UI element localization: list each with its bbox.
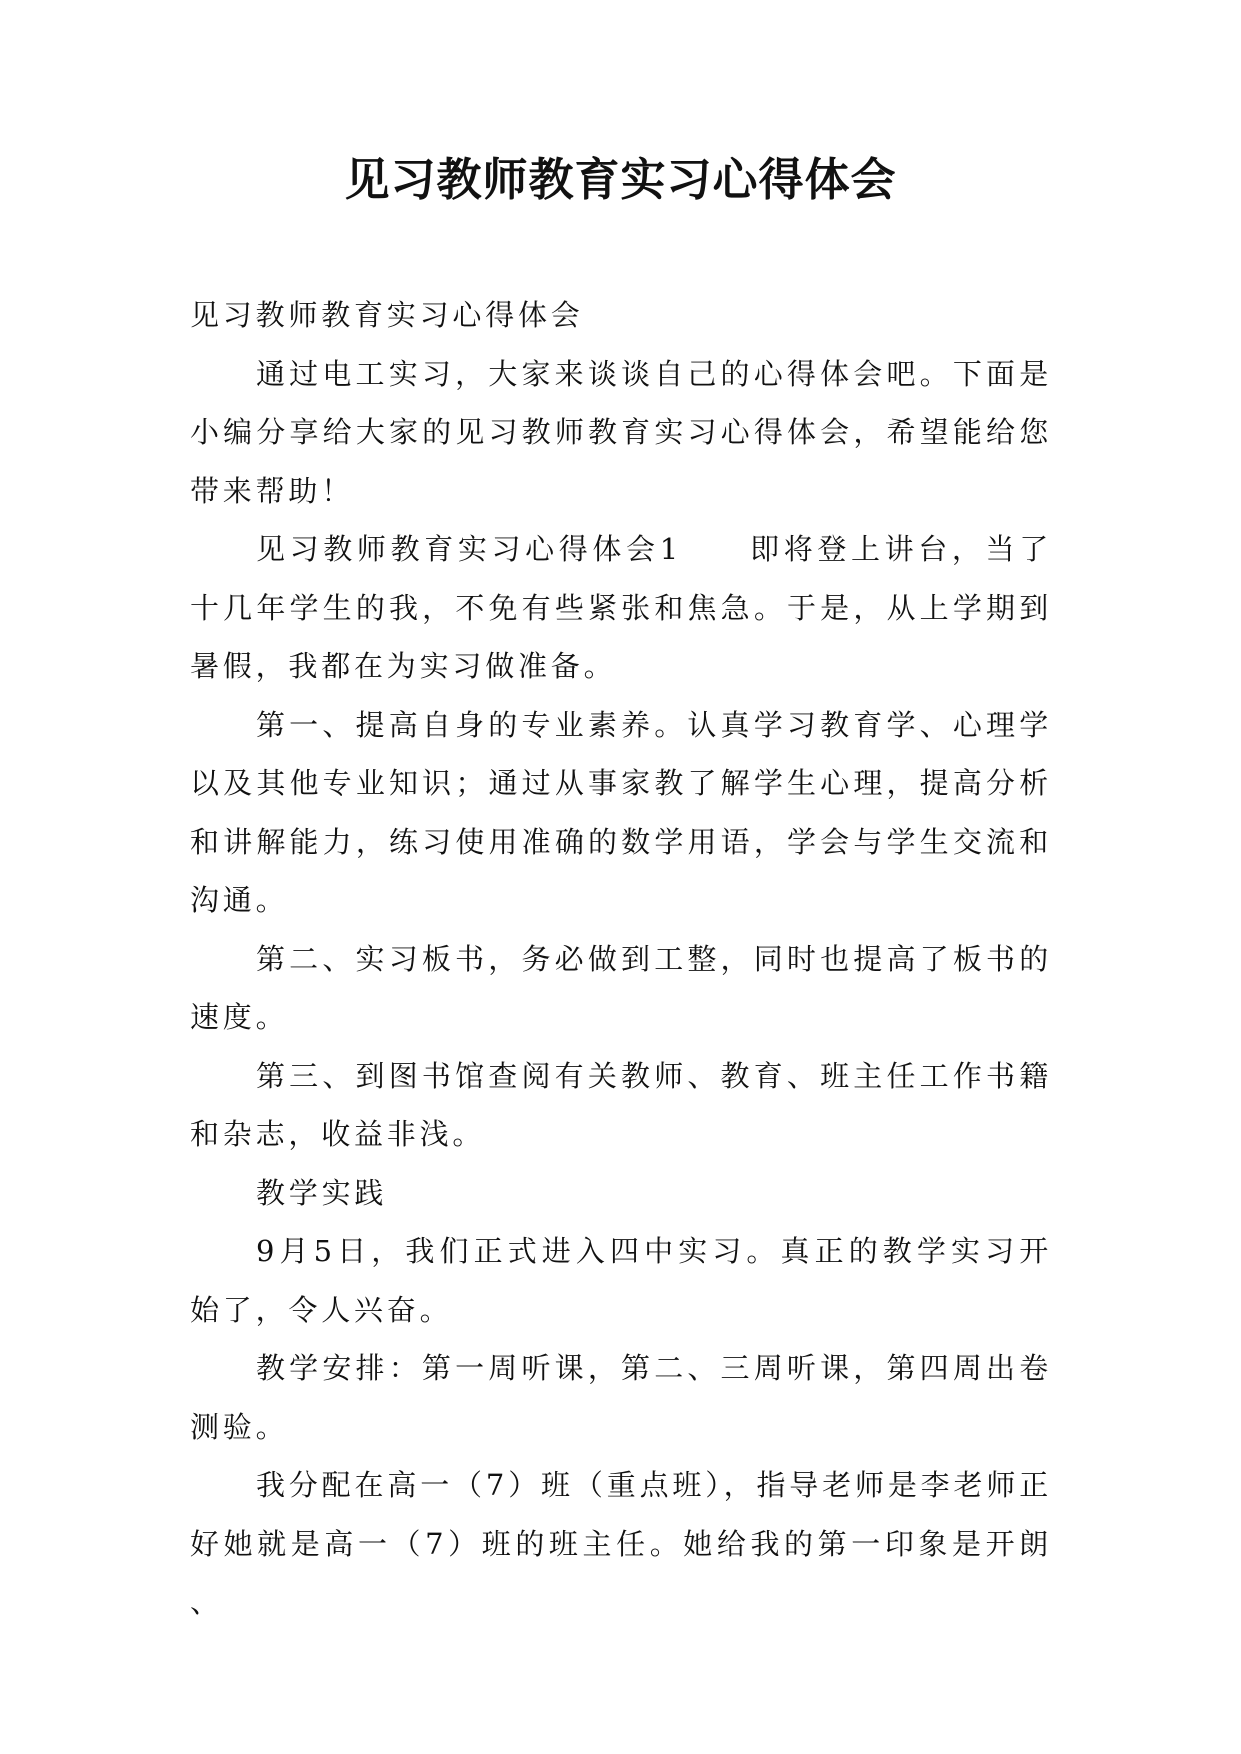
- paragraph-subtitle: 见习教师教育实习心得体会: [190, 298, 584, 332]
- paragraph-point-3: 第三、到图书馆查阅有关教师、教育、班主任工作书籍和杂志，收益非浅。: [190, 1058, 1052, 1151]
- paragraph-point-2: 第二、实习板书，务必做到工整，同时也提高了板书的速度。: [190, 941, 1052, 1034]
- section-heading-teaching-practice: 教学实践: [256, 1175, 388, 1210]
- document-body: [190, 286, 1052, 1632]
- page-title: 见习教师教育实习心得体会: [344, 153, 897, 206]
- paragraph-intro: 通过电工实习，大家来谈谈自己的心得体会吧。下面是小编分享给大家的见习教师教育实习心得体会，希望能给您带来帮助！: [190, 356, 1052, 508]
- paragraph-point-1: 第一、提高自身的专业素养。认真学习教育学、心理学以及其他专业知识；通过从事家教了解学生心理，提高分析和讲解能力，练习使用准确的数学用语，学会与学生交流和沟通。: [190, 707, 1052, 917]
- paragraph-essay-1: 见习教师教育实习心得体会1 即将登上讲台，当了十几年学生的我，不免有些紧张和焦急。于是，从上学期到暑假，我都在为实习做准备。: [190, 532, 1052, 683]
- paragraph-schedule: 教学安排：第一周听课，第二、三周听课，第四周出卷测验。: [190, 1351, 1052, 1444]
- paragraph-start-date: 9月5日，我们正式进入四中实习。真正的教学实习开始了，令人兴奋。: [190, 1234, 1052, 1327]
- paragraph-class-assignment: 我分配在高一（7）班（重点班），指导老师是李老师正好她就是高一（7）班的班主任。她给我的第一印象是开朗、: [190, 1468, 1052, 1619]
